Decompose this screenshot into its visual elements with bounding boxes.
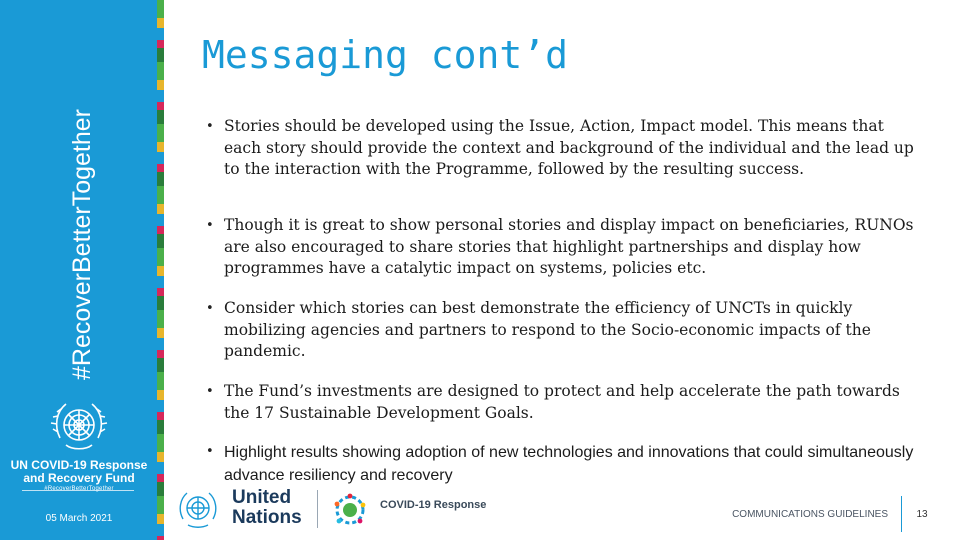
bullet-dot-icon: • <box>206 119 214 134</box>
bullet-dot-icon: • <box>206 218 214 233</box>
hashtag-vertical: #RecoverBetterTogether <box>68 109 96 380</box>
footer-guidelines-label: COMMUNICATIONS GUIDELINES <box>732 509 888 520</box>
page-title: Messaging cont’d <box>202 33 569 77</box>
united-nations-wordmark: United Nations <box>232 487 302 528</box>
un-emblem-icon <box>48 398 110 456</box>
bullet-text: Though it is great to show personal stories and display impact on beneficiaries, RUNOs are also encouraged to share stories that highlight partnerships and display how programmes have a catalytic impact on systems, policies etc. <box>224 216 914 277</box>
covid-response-logo-icon <box>330 492 370 528</box>
fund-title: UN COVID-19 Response and Recovery Fund <box>10 458 148 485</box>
bullet-dot-icon: • <box>206 384 214 399</box>
sidebar <box>0 0 157 540</box>
bullet-text: Consider which stories can best demonstrate the efficiency of UNCTs in quickly mobilizing agencies and partners to respond to the Socio-economic impacts of the pandemic. <box>224 299 871 360</box>
bullet-dot-icon: • <box>206 301 214 316</box>
footer-divider <box>317 490 318 528</box>
page-number: 13 <box>916 509 928 520</box>
bullet-text: The Fund’s investments are designed to protect and help accelerate the path towards the 17 Sustainable Development Goals. <box>224 382 900 422</box>
bullet-text: Stories should be developed using the Issue, Action, Impact model. This means that each story should provide the context and background of the individual and the lead up to the interaction with the Programme, followed by the resulting success. <box>224 117 914 178</box>
un-logo-icon <box>175 489 221 529</box>
page-number-divider <box>901 496 902 532</box>
sdg-color-stripe <box>157 0 164 540</box>
covid-response-label: COVID-19 Response <box>380 499 487 511</box>
fund-hashtag: #RecoverBetterTogether <box>44 486 114 492</box>
date-label: 05 March 2021 <box>45 513 113 524</box>
bullet-text: Highlight results showing adoption of new technologies and innovations that could simultaneously advance resiliency and recovery <box>224 444 914 484</box>
bullet-dot-icon: • <box>206 444 214 459</box>
